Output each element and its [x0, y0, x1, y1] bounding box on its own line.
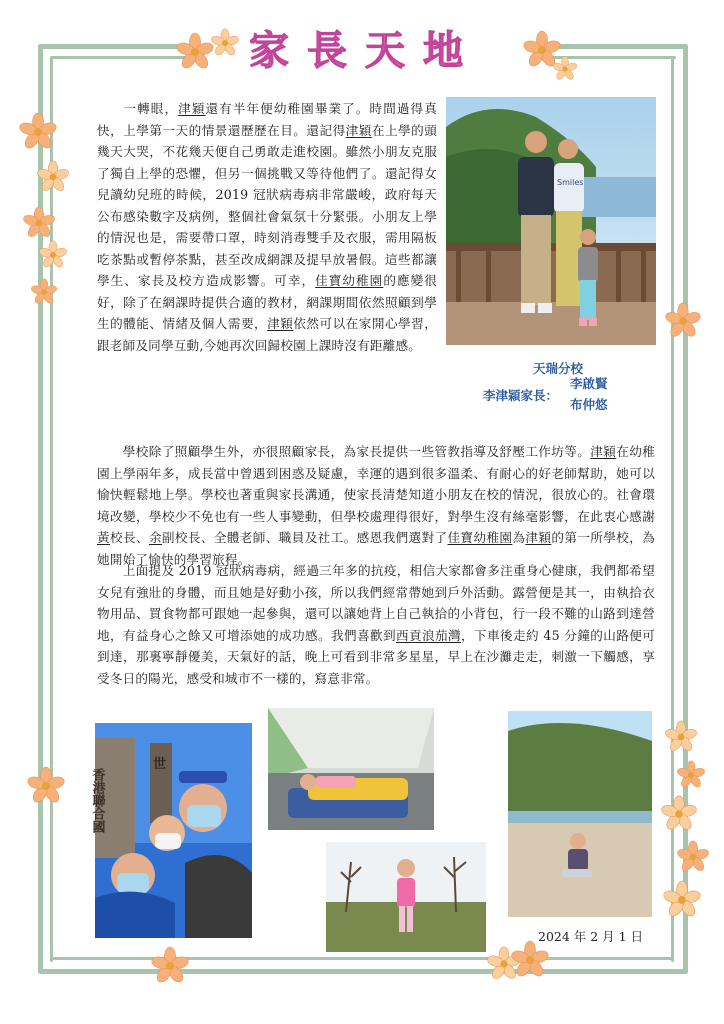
text-run: 上面提及 2019 冠狀病毒病，經過三年多的抗疫，相信大家都會多注重身心健康，我們都希望女兒有強壯的身體，而且她是好動小孩，所以我們經常帶她到戶外活動。露營便是其一，由執拾衣物用品、買食物都可跟她一起參與，還可以讓她背上自己執拾的小背包，行一段不難的山路到達營地，有益身心之餘又可增添她的成功感。我們喜歡到	[97, 563, 655, 643]
text-run: 一轉眼，	[122, 101, 179, 116]
parent-name-1: 李啟賢	[570, 376, 608, 391]
publish-date: 2024 年 2 月 1 日	[538, 929, 644, 944]
frame-top-right	[548, 44, 688, 49]
flower-icon	[552, 56, 578, 82]
flower-icon	[664, 302, 702, 340]
flower-icon	[38, 240, 68, 270]
vice-principal-surname: 余	[148, 530, 162, 545]
text-run: 學校除了照顧學生外，亦很照顧家長，為家長提供一些管教指導及舒壓工作坊等。	[122, 444, 591, 459]
frame-bottom-inner	[50, 957, 674, 960]
text-run: 還有半年便幼稚園畢業了。時間過得真快，上學第一天的情景還歷歷在目。還記得	[97, 101, 437, 138]
frame-top-left	[38, 44, 198, 49]
paragraph-2	[97, 441, 655, 570]
place-name: 西貢浪茄灣	[395, 627, 461, 643]
flower-icon	[175, 32, 215, 72]
child-name: 津穎	[590, 444, 617, 459]
principal-surname: 黃	[97, 530, 110, 545]
text-run: 依然可以在家開心學習，跟老師及同學互動,今她再次回歸校園上課時沒有距離感。	[97, 316, 437, 353]
child-name: 津穎	[178, 101, 206, 116]
text-run: 的第一所學校，為她開始了愉快的學習旅程。	[97, 530, 656, 567]
page-title: 家長天地	[249, 28, 481, 74]
flower-icon	[676, 840, 710, 874]
text-run: ，下車後走約 45 分鐘的山路便可到達，那裏寧靜優美，天氣好的話，晚上可看到非常多星星，早上在沙灘走走，刺激一下觸感，享受冬日的陽光，感受和城市不一樣的，寫意非常。	[97, 627, 656, 686]
text-run: 為	[512, 530, 526, 545]
child-meadow-photo	[326, 842, 486, 952]
flower-icon	[510, 940, 550, 980]
shirt-print: Smiles	[557, 178, 584, 187]
stone-sign-text: 世	[153, 757, 167, 772]
child-name: 津穎	[345, 122, 372, 138]
frame-bottom-outer	[38, 969, 688, 974]
flower-icon	[664, 720, 698, 754]
flower-icon	[660, 795, 698, 833]
text-run: 副校長、全體老師、職員及社工。感恩我們選對了	[161, 530, 448, 545]
flower-icon	[36, 160, 70, 194]
flower-icon	[22, 206, 56, 240]
flower-icon	[26, 766, 66, 806]
child-name: 津穎	[267, 316, 294, 331]
family-photo-platform	[446, 97, 656, 345]
text-run: 在幼稚園上學兩年多，成長當中曾遇到困惑及疑慮，幸運的遇到很多溫柔、有耐心的好老師幫助，她可以愉快輕鬆地上學。學校也著重與家長溝通，使家長清楚知道小朋友在校的情況，很放心的。社會環境改變，學校少不免也有一些人事變動，但學校處理得很好，對學生沒有絲毫影響，在此衷心感謝	[97, 444, 655, 524]
text-run: 的應變很好，除了在網課時提供合適的教材，網課期間依然照顧到學生的體能、情緒及個人需要，	[97, 273, 438, 331]
paragraph-1	[97, 98, 437, 356]
flower-icon	[676, 760, 706, 790]
beach-play-photo	[508, 711, 652, 917]
parent-name-2: 布仲悠	[570, 397, 608, 412]
text-run: 在上學的頭幾天大哭，不花幾天便自己勇敢走進校園。雖然小朋友克服了獨自上學的恐懼，但另一個挑戰又等待他們了。還記得女兒讀幼兒班的時候，2019 冠狀病毒病非常嚴峻，政府每天公布感染數字及病例，整個社會氣氛十分緊張。小朋友上學的情況也是，需要帶口罩，時刻消毒雙手及衣服，需用隔板吃茶點或暫停茶點，甚至改成網課及提早放暑假。這些都讓學生、家長及校方造成影響。可幸，	[97, 122, 438, 288]
flower-icon	[662, 880, 702, 920]
family-selfie-photo	[89, 723, 252, 938]
flower-icon	[18, 112, 58, 152]
flower-icon	[210, 28, 240, 58]
branch-label: 天瑞分校	[533, 361, 584, 376]
school-name: 佳寶幼稚園	[315, 273, 384, 288]
paragraph-3	[97, 560, 655, 689]
flower-icon	[30, 278, 58, 306]
text-run: 校長、	[109, 530, 149, 545]
school-name: 佳寶幼稚園	[447, 530, 513, 545]
frame-right-outer	[683, 44, 688, 974]
camping-tent-photo	[268, 708, 434, 830]
parent-label: 李津穎家長：	[483, 388, 559, 403]
stone-sign-text: 香港聯合國	[89, 768, 105, 833]
child-name: 津穎	[525, 530, 552, 545]
flower-icon	[150, 946, 190, 986]
